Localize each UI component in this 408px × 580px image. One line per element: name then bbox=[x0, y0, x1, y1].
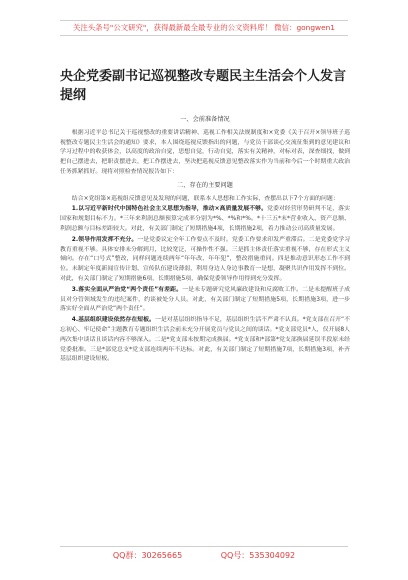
problem-item-2 bbox=[60, 236, 350, 285]
problem-item-1-text: 党委对经营形势研判不足，落实国家和规划目标不力。*三年来利润总额预算完成率分别为*%、*%和*%。*十三五*末*营业收入、资产总额、利润总额与目标差距较大。对此，有关部门制定了短期措施4项，长期措施2项，着力推动公司高质量发展。 bbox=[60, 206, 351, 232]
document-body bbox=[60, 112, 350, 366]
section-heading-2: 二、存在的主要问题 bbox=[177, 181, 233, 189]
header-banner: 关注头条号"公文研究"，获得最新最全最专业的公文资料库！ 微信：gongwen1 bbox=[60, 20, 348, 36]
problem-item-4 bbox=[60, 316, 350, 365]
problem-item-3 bbox=[60, 286, 350, 315]
problem-item-1-lead: 1.以习近平新时代中国特色社会主义思想为指导，推动×高质量发展不够。 bbox=[71, 206, 268, 213]
problem-item-3-text: 一是未专题研究党风廉政建设和反腐败工作。二是未提醒班子成员对分管领域发生的违纪案件，约谈被处分人员。对此，有关部门制定了短期措施5项，长期措施3项，进一步落实好全面从严治党“两个责任”。 bbox=[60, 286, 350, 313]
document-title: 央企党委副书记巡视整改专题民主生活会个人发言提纲 bbox=[60, 69, 347, 103]
problem-item-3-lead: 3.落实全面从严治党“两个责任”有差距。 bbox=[71, 286, 183, 293]
problem-item-4-text: 一是对基层组织指导不足，基层组织生活不严肃不认真。*党支部在召开“不忘初心、牢记使命”主题教育专题组织生活会前未充分开展党员与党员之间的谈话。*党支部党员*人，仅开展8人两次集中谈话且谈话内容不够深入。二是*党支部未按期完成换届。*党支部和*部第*党支部换届延误半段原未经党委批准。三是*部党总支*党支部连续两年不达标。对此，有关部门制定了短期措施7项，长期措施3项，补齐基层组织建设短板。 bbox=[60, 317, 350, 363]
section-1-paragraph: 根据习近平总书记关于巡视整改的重要讲话精神、巡视工作相关法规制度和×党委《关于召开×领导班子巡视整改专题民主生活会的通知》要求，本人围绕巡视反馈指出的问题，与党员干部谈心交流征集到的意见建议和学习过程中的收获体会，以高度的政治自觉，思想自觉，行动自觉，落实有关精神，对标对表，深查细找，做到把自己摆进去，把职责摆进去，把工作摆进去，坚决把巡视反馈意见整改落实作为当前和今后一个时期重大政治任务抓紧抓好。现将对照检查情况报告如下： bbox=[60, 129, 350, 175]
section-2-intro: 结合×党组第×巡视组反馈意见及发现的问题，联系本人思想和工作实际，查摆出以下7个方面的问题： bbox=[71, 195, 339, 202]
problem-item-1 bbox=[60, 205, 350, 234]
problem-item-2-lead: 2.领导作用发挥不充分。 bbox=[71, 236, 138, 243]
section-heading-1: 一、会前准备情况 bbox=[180, 116, 230, 123]
footer-contact bbox=[60, 546, 348, 562]
footer-qq-number: QQ号：535304092 bbox=[220, 551, 296, 560]
footer-qq-group: QQ群：30265665 bbox=[112, 551, 183, 560]
problem-item-4-lead: 4.基层组织建设依然存在短板。 bbox=[71, 317, 155, 324]
problem-item-2-text: 一是党委议定全年工作要点不及时。党委工作要求印发严重滞后。二是党委党学习教育重视不够。具体安排未分解到月，比较宽泛，可操作性不强。三是抓主体责任落实重视不够，存在形式主义倾向。存在“口号式”整改，同样问题连续两年“年年改、年年犯”，整改措施重同。四是推动意识形态工作不到位。未制定年度新闻宣传计划、宣传队伍建设薄弱，利用身边人身边事教育一是想，凝聚共识作用发挥不到位。对此，有关部门制定了短期措施6项，长期措施5项，确保党委领导作用得到充分发挥。 bbox=[60, 236, 351, 282]
